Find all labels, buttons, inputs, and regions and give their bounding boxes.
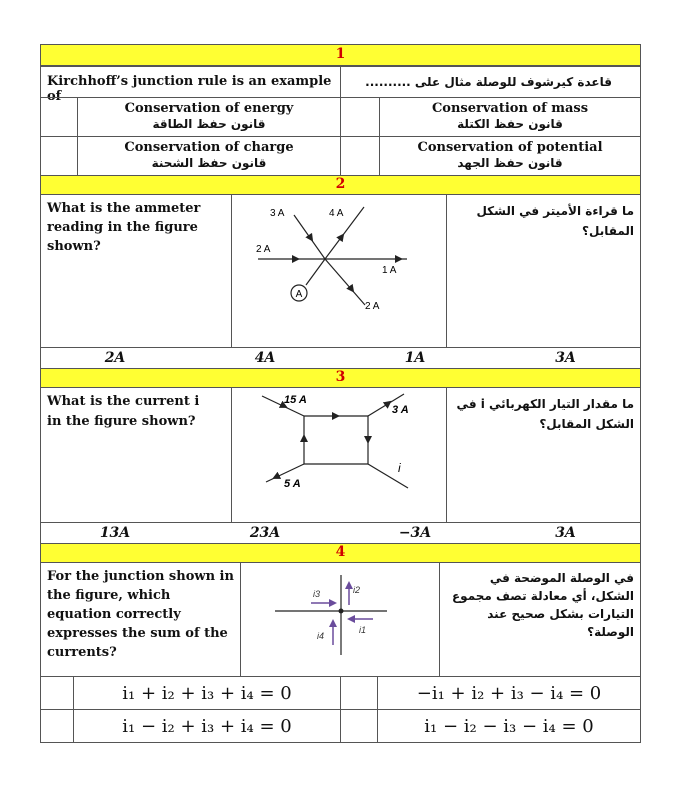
- q3-stem-ar-cell: [446, 387, 641, 523]
- q1-option-b-box[interactable]: [340, 97, 380, 137]
- q1-option-d-box[interactable]: [340, 136, 380, 176]
- q3-stem-en-cell: [40, 387, 232, 523]
- q4-label-i1: i1: [359, 625, 367, 635]
- q1-option-d-en: Conservation of potential: [417, 140, 603, 155]
- q3-label-i: i: [398, 461, 401, 475]
- q1-option-a-box[interactable]: [40, 97, 78, 137]
- q4-option-b[interactable]: [377, 676, 641, 710]
- q4-option-c-eq: i₁ − i₂ + i₃ + i₄ = 0: [122, 716, 292, 737]
- q4-option-c[interactable]: [73, 709, 341, 743]
- q3-loop: [304, 416, 368, 464]
- q1-option-a-ar: قانون حفظ الطاقة: [152, 117, 266, 131]
- q4-option-a-eq: i₁ + i₂ + i₃ + i₄ = 0: [122, 683, 292, 704]
- q4-label-i3: i3: [313, 589, 321, 599]
- q4-stem-en-cell: [40, 562, 241, 677]
- q3-label-5a: 5 A: [284, 478, 301, 490]
- q4-option-d[interactable]: [377, 709, 641, 743]
- q1-option-a[interactable]: [77, 97, 341, 137]
- q3-answer-a[interactable]: 13A: [99, 525, 131, 541]
- q2-wire-ammeter: [306, 259, 325, 285]
- q1-option-b-en: Conservation of mass: [431, 101, 589, 116]
- q4-option-b-box[interactable]: [340, 676, 378, 710]
- q4-junction-figure: [241, 563, 439, 676]
- q2-junction-figure: [232, 195, 446, 347]
- q3-stem-en: What is the current i in the figure shown?: [47, 394, 200, 429]
- q2-wire-2a-out: [325, 259, 365, 305]
- q4-option-b-eq: −i₁ + i₂ + i₃ − i₄ = 0: [416, 683, 602, 704]
- q2-ammeter-label: A: [295, 289, 303, 300]
- q3-number: 3: [335, 369, 346, 385]
- q3-label-15a: 15 A: [284, 394, 307, 406]
- q4-label-i4: i4: [317, 631, 325, 641]
- q4-label-i2: i2: [353, 585, 361, 595]
- q2-label-2a-in: 2 A: [256, 244, 271, 255]
- q4-option-c-box[interactable]: [40, 709, 74, 743]
- q2-header-bar: [40, 175, 641, 195]
- q2-label-1a: 1 A: [382, 265, 397, 276]
- q2-answer-c[interactable]: 1A: [404, 350, 426, 366]
- q1-stem-en: Kirchhoff’s junction rule is an example of: [47, 74, 332, 104]
- q3-answer-b[interactable]: 23A: [249, 525, 281, 541]
- q3-loop-figure: [232, 388, 446, 522]
- q2-answer-b[interactable]: 4A: [254, 350, 276, 366]
- q3-lead-i: [368, 464, 408, 488]
- q1-option-c-box[interactable]: [40, 136, 78, 176]
- q1-stem-ar-cell: [340, 66, 641, 98]
- q1-option-c-en: Conservation of charge: [124, 140, 294, 155]
- q2-label-2a-out: 2 A: [365, 301, 380, 312]
- q4-option-d-box[interactable]: [340, 709, 378, 743]
- q1-header-bar: [40, 44, 641, 66]
- q1-option-c-ar: قانون حفظ الشحنة: [151, 156, 267, 170]
- q4-option-d-eq: i₁ − i₂ − i₃ − i₄ = 0: [424, 716, 594, 737]
- q1-option-a-en: Conservation of energy: [124, 101, 294, 116]
- q2-number: 2: [335, 176, 346, 192]
- q4-junction-node: [339, 609, 344, 614]
- q1-stem-ar: قاعدة كيرشوف للوصلة مثال على ..........: [365, 75, 612, 89]
- q4-number: 4: [335, 544, 346, 560]
- q3-header-bar: [40, 368, 641, 388]
- q2-stem-ar-cell: [446, 194, 641, 348]
- q1-option-b[interactable]: [379, 97, 641, 137]
- q2-label-3a: 3 A: [270, 208, 285, 219]
- q1-option-d-ar: قانون حفظ الجهد: [457, 156, 563, 170]
- q2-label-4a: 4 A: [329, 208, 344, 219]
- q1-option-d[interactable]: [379, 136, 641, 176]
- q2-answer-a[interactable]: 2A: [104, 350, 126, 366]
- q4-figure-cell: [240, 562, 440, 677]
- q4-header-bar: [40, 543, 641, 563]
- q1-number: 1: [335, 46, 346, 62]
- q4-stem-ar-cell: [439, 562, 641, 677]
- q2-answer-d[interactable]: 3A: [555, 350, 576, 366]
- q3-stem-ar: ما مقدار التيار الكهربائي i في الشكل المقابل؟: [456, 397, 634, 431]
- q2-figure-cell: [231, 194, 447, 348]
- q2-stem-en-cell: [40, 194, 232, 348]
- q2-stem-ar: ما قراءة الأميتر في الشكل المقابل؟: [476, 204, 634, 238]
- q1-option-b-ar: قانون حفظ الكتلة: [457, 117, 563, 131]
- q4-option-a[interactable]: [73, 676, 341, 710]
- q2-stem-en: What is the ammeter reading in the figure shown?: [47, 201, 201, 254]
- q4-option-a-box[interactable]: [40, 676, 74, 710]
- q1-option-c[interactable]: [77, 136, 341, 176]
- q3-answer-d[interactable]: 3A: [555, 525, 576, 541]
- q4-stem-en: For the junction shown in the figure, which equation correctly expresses the sum of the currents?: [47, 569, 234, 660]
- q4-stem-ar: في الوصلة الموضحة في الشكل، أي معادلة تصف مجموع التيارات بشكل صحيح عند الوصلة؟: [451, 571, 634, 639]
- q3-answer-c[interactable]: −3A: [398, 525, 432, 541]
- q3-label-3a: 3 A: [392, 404, 409, 416]
- q1-stem-en-cell: [40, 66, 341, 104]
- q3-figure-cell: [231, 387, 447, 523]
- q2-wire-3a: [294, 215, 325, 259]
